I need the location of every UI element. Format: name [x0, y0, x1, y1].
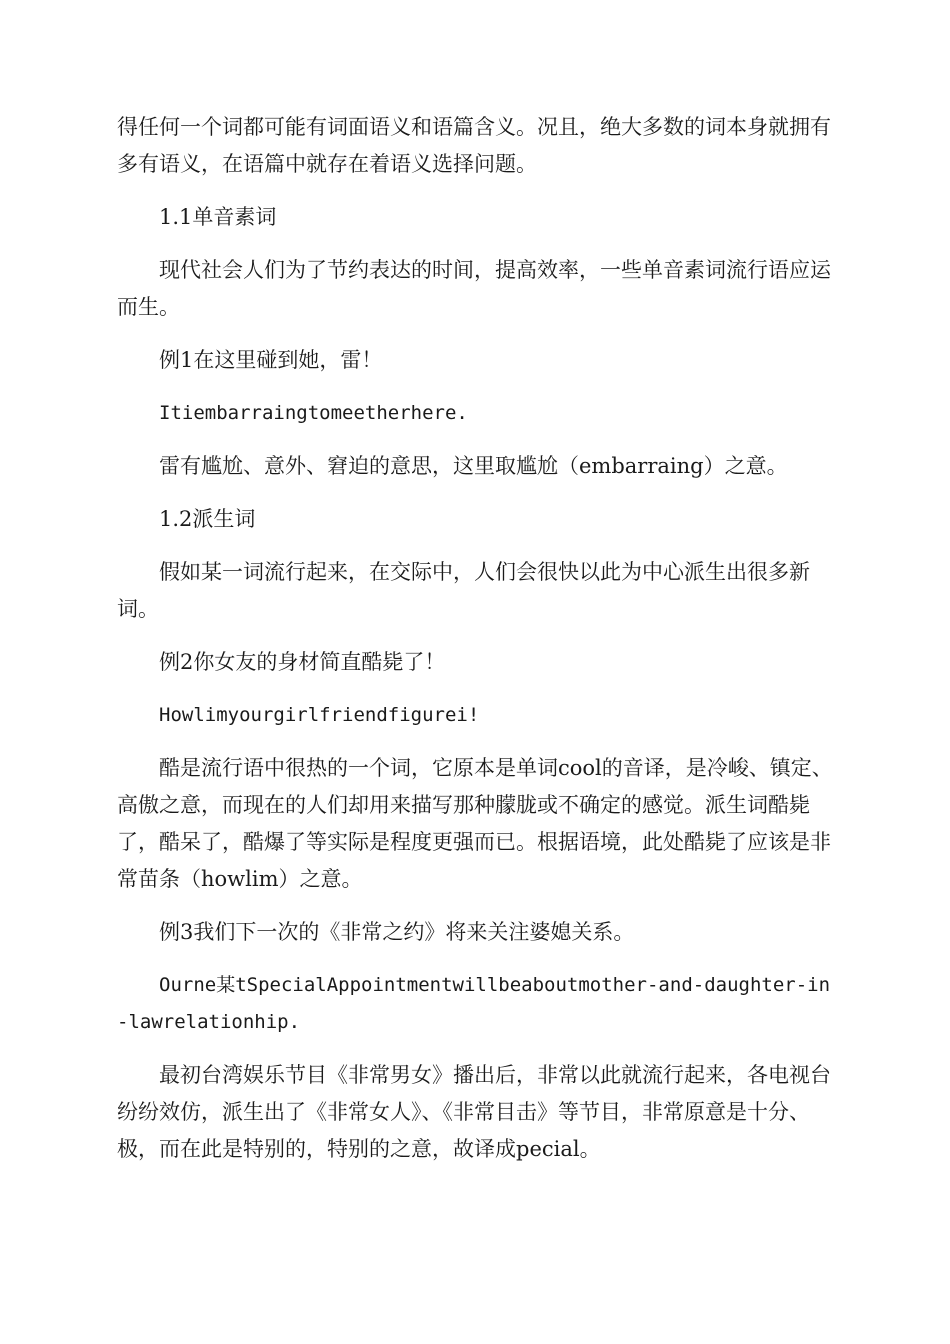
- example-1-english: Itiembarraingtomeetherhere.: [159, 402, 468, 424]
- example-3-explanation: 最初台湾娱乐节目《非常男女》播出后，非常以此就流行起来，各电视台纷纷效仿，派生出了《非常女人》、《非常目击》等节目，非常原意是十分、极，而在此是特别的，特别的之意，故译成pecial。: [117, 1063, 831, 1161]
- example-2-explanation: 酷是流行语中很热的一个词，它原本是单词cool的音译，是冷峻、镇定、高傲之意，而现在的人们却用来描写那种朦胧或不确定的感觉。派生词酷毙了，酷呆了，酷爆了等实际是程度更强而已。根据语境，此处酷毙了应该是非常苗条（howlim）之意。: [117, 756, 833, 891]
- paragraph-continuation: 得任何一个词都可能有词面语义和语篇含义。况且，绝大多数的词本身就拥有多有语义，在语篇中就存在着语义选择问题。: [117, 115, 831, 176]
- section-heading-1-2: 1.2派生词: [159, 507, 256, 531]
- paragraph-intro-derivative: 假如某一词流行起来，在交际中，人们会很快以此为中心派生出很多新词。: [117, 560, 810, 621]
- example-1-explanation: 雷有尴尬、意外、窘迫的意思，这里取尴尬（embarraing）之意。: [159, 454, 788, 478]
- example-2-chinese: 例2你女友的身材简直酷毙了！: [159, 650, 446, 674]
- example-2-english: Howlimyourgirlfriendfigurei!: [159, 704, 480, 726]
- document-body: [117, 109, 833, 1184]
- example-1-chinese: 例1在这里碰到她，雷！: [159, 348, 383, 372]
- example-3-chinese: 例3我们下一次的《非常之约》将来关注婆媳关系。: [159, 920, 635, 944]
- example-3-english: Ourne某tSpecialAppointmentwillbeaboutmother-and-daughter-in-lawrelationhip.: [117, 974, 831, 1033]
- section-heading-1-1: 1.1单音素词: [159, 205, 277, 229]
- paragraph-intro-monosyllabic: 现代社会人们为了节约表达的时间，提高效率，一些单音素词流行语应运而生。: [117, 258, 831, 319]
